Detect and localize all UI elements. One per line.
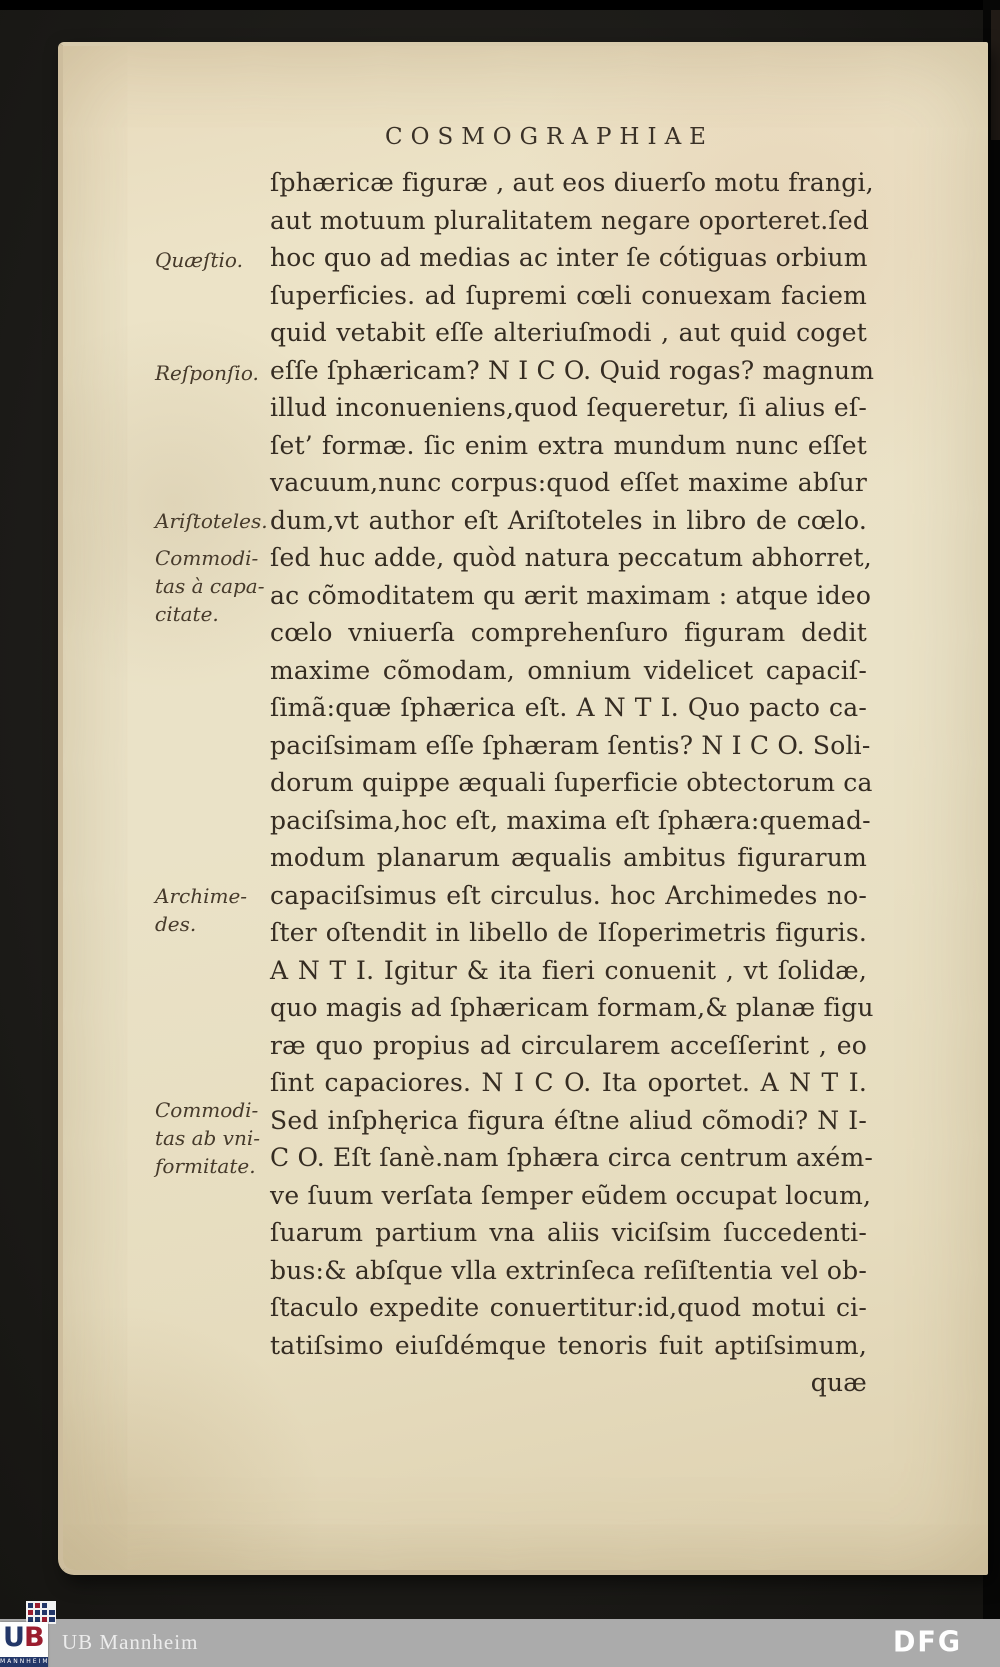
- text-line: hoc quo ad medias ac inter ſe cótiguas orbium: [270, 243, 868, 272]
- text-line: dorum quippe æquali ſuperficie obtectorum ca: [270, 768, 873, 797]
- ub-logo-grid-cell: [49, 1617, 55, 1623]
- ub-logo-letter-u: U: [3, 1622, 24, 1653]
- margin-note-line: citate.: [155, 602, 219, 626]
- library-name-label: UB Mannheim: [62, 1630, 199, 1654]
- text-line: quo magis ad ſphæricam formam,& planæ figu: [270, 993, 874, 1022]
- text-line: ve ſuum verſata ſemper eũdem occupat locum,: [270, 1180, 872, 1210]
- text-line: paciſsima,hoc eſt, maxima eſt ſphæra:quemad-: [270, 805, 871, 835]
- margin-note: [155, 882, 267, 938]
- text-line: ræ quo propius ad circularem acceſſerint , eo: [270, 1030, 867, 1060]
- ub-logo-box: [0, 1622, 48, 1667]
- ub-logo-grid-cell: [28, 1603, 34, 1609]
- text-line: ſet’ formæ. ſic enim extra mundum nunc eſſet: [270, 430, 867, 460]
- margin-note-line: Ariſtoteles.: [155, 509, 268, 533]
- text-line: ſuperficies. ad ſupremi cœli conuexam faciem: [270, 280, 867, 310]
- text-line: paciſsimam eſſe ſphæram ſentis? N I C O. Soli-: [270, 730, 871, 760]
- main-text-column: [270, 164, 875, 1402]
- margin-note-line: tas à capa-: [155, 574, 265, 598]
- text-line: A N T I. Igitur & ita fieri conuenit , vt ſolidæ,: [270, 955, 867, 985]
- text-line: ſuarum partium vna aliis viciſsim ſuccedenti-: [270, 1218, 867, 1247]
- margin-note-line: Quæſtio.: [155, 248, 243, 272]
- ub-logo-letters: [3, 1624, 44, 1651]
- ub-logo-grid-cell: [28, 1610, 34, 1616]
- margin-note-line: Commodi-: [155, 546, 259, 570]
- text-line: ſimã:quæ ſphærica eſt. A N T I. Quo pacto ca-: [270, 693, 867, 722]
- ub-logo-letter-b: B: [23, 1622, 44, 1653]
- catchword: quæ: [810, 1368, 867, 1397]
- ub-logo-pixel-grid-icon: [26, 1601, 56, 1624]
- text-line: capaciſsimus eſt circulus. hoc Archimedes no-: [270, 880, 867, 910]
- margin-note: [155, 507, 267, 535]
- text-line: ſphæricæ figuræ , aut eos diuerſo motu frangi,: [270, 168, 874, 197]
- text-line: tatiſsimo eiuſdémque tenoris fuit aptiſsimum,: [270, 1330, 867, 1360]
- margin-note-line: Archime-: [155, 884, 248, 908]
- ub-logo-grid-cell: [49, 1610, 55, 1616]
- text-line: modum planarum æqualis ambitus figurarum: [270, 843, 867, 872]
- text-line: ſter oſtendit in libello de Iſoperimetris figuris.: [270, 918, 867, 947]
- margin-note: [155, 246, 267, 274]
- text-line: ſed huc adde, quòd natura peccatum abhorret,: [270, 543, 872, 572]
- text-line: dum,vt author eſt Ariſtoteles in libro de cœlo.: [270, 505, 867, 535]
- ub-logo-grid-cell: [35, 1610, 41, 1616]
- ub-logo-city-label: MANNHEIM: [0, 1658, 50, 1665]
- text-line: illud inconueniens,quod ſequeretur, ſi alius eſ-: [270, 393, 867, 422]
- ub-logo-grid-cell: [42, 1610, 48, 1616]
- ub-mannheim-logo-icon: [0, 1601, 56, 1667]
- text-line: eſſe ſphæricam? N I C O. Quid rogas? magnum: [270, 355, 875, 385]
- text-line: maxime cõmodam, omnium videlicet capaciſ-: [270, 655, 867, 685]
- margin-note: [155, 544, 267, 628]
- text-line: aut motuum pluralitatem negare oporteret.ſed: [270, 205, 870, 235]
- text-line: vacuum,nunc corpus:quod eſſet maxime abſur: [270, 468, 867, 497]
- text-line: ſint capaciores. N I C O. Ita oportet. A N T I.: [270, 1068, 867, 1097]
- text-line: bus:& abſque vlla extrinſeca reſiſtentia vel ob-: [270, 1255, 867, 1285]
- top-border-strip: [0, 0, 1000, 10]
- dfg-logo: DFG: [892, 1626, 962, 1659]
- running-head: COSMOGRAPHIAE: [385, 124, 714, 150]
- text-line: Sed inſphęrica figura éſtne aliud cõmodi? N I-: [270, 1105, 867, 1135]
- text-line: C O. Eſt ſanè.nam ſphæra circa centrum axém-: [270, 1143, 874, 1172]
- ub-logo-grid-cell: [49, 1603, 55, 1609]
- margin-note-line: Reſponſio.: [155, 361, 259, 385]
- text-line: ſtaculo expedite conuertitur:id,quod motui ci-: [270, 1293, 867, 1322]
- margin-note-line: des.: [155, 912, 197, 936]
- margin-note-line: tas ab vni-: [155, 1126, 260, 1150]
- margin-note-line: formitate.: [155, 1154, 256, 1178]
- text-line: cœlo vniuerſa comprehenſuro figuram dedit: [270, 618, 867, 647]
- ub-logo-grid-cell: [35, 1603, 41, 1609]
- text-line: ac cõmoditatem qu ærit maximam : atque ideo: [270, 580, 872, 610]
- ub-logo-grid-cell: [42, 1603, 48, 1609]
- text-line: quid vetabit eſſe alteriuſmodi , aut quid coget: [270, 318, 867, 347]
- margin-note: [155, 1096, 267, 1180]
- margin-note: [155, 359, 267, 387]
- footer-bar: [0, 1619, 1000, 1667]
- margin-note-line: Commodi-: [155, 1098, 259, 1122]
- book-page: [58, 42, 988, 1575]
- adjacent-page-edge: [991, 10, 1000, 140]
